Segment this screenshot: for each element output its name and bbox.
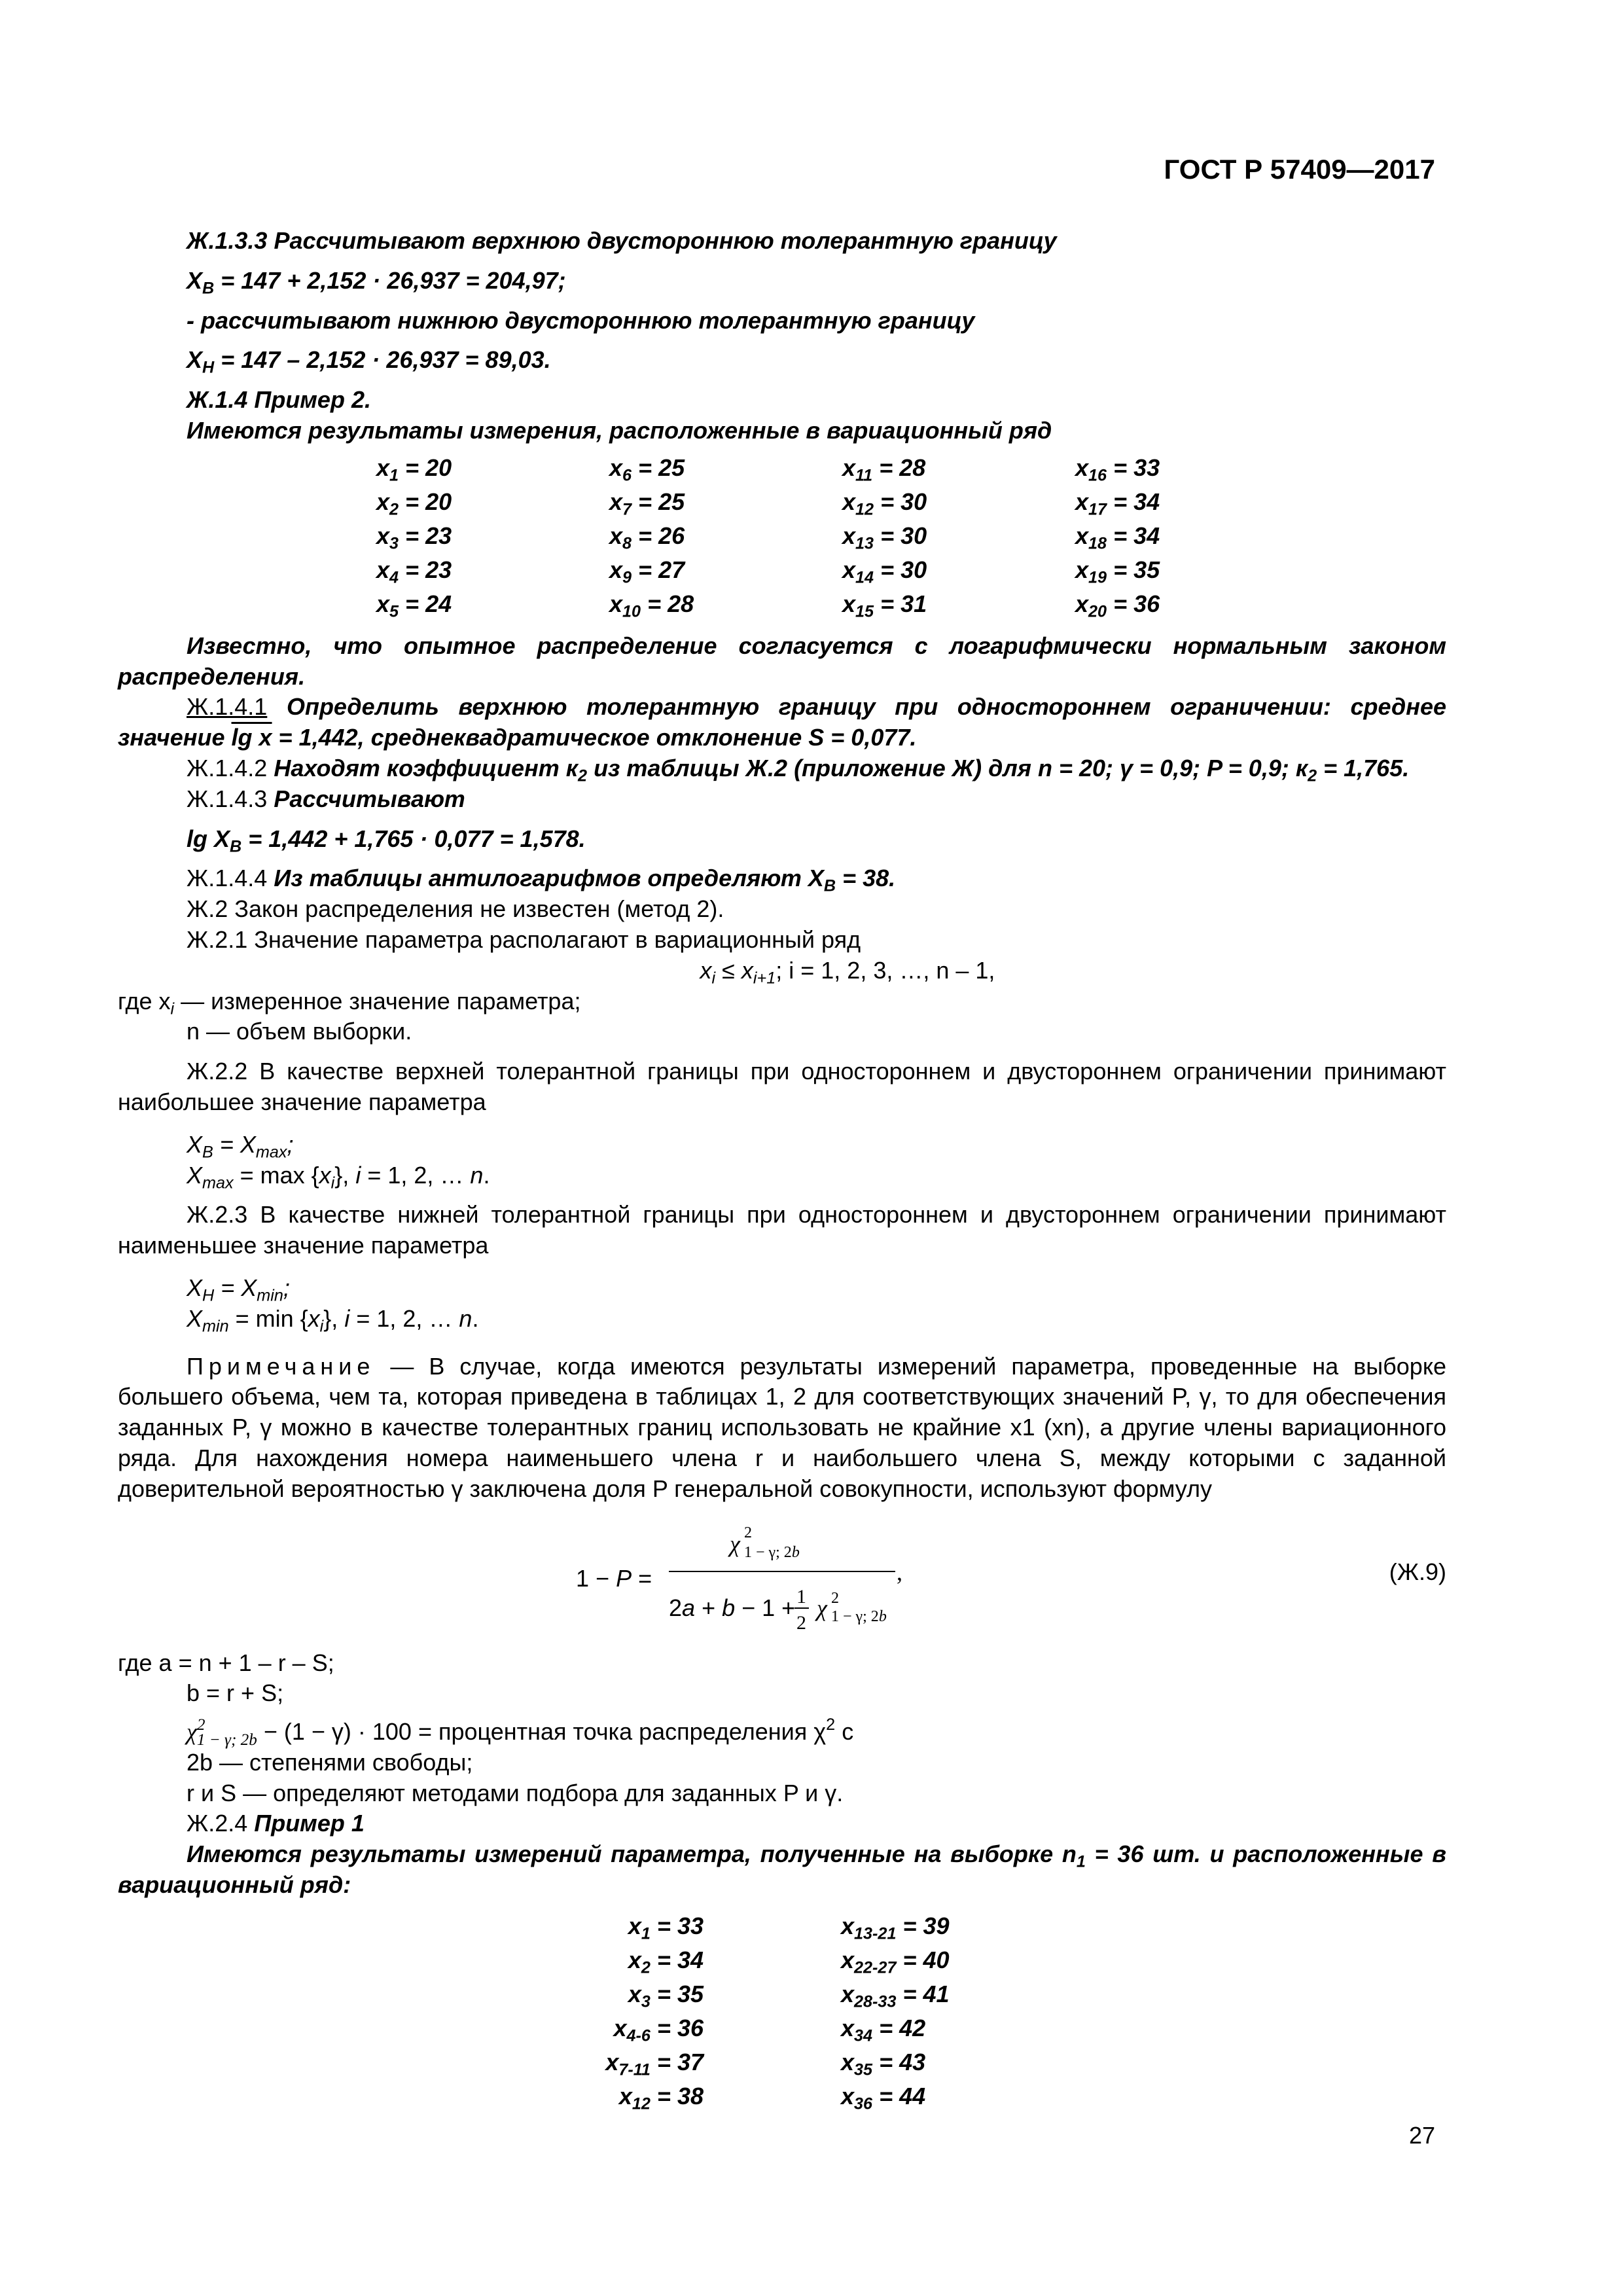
clause-zh-1-4-4: Ж.1.4.4 Из таблицы антилогарифмов определяют $X_B = 38$. — [187, 865, 896, 895]
series-row — [376, 520, 1308, 554]
equation-number: (Ж.9) — [1389, 1558, 1446, 1585]
series-value: $x_5 = 24$ — [376, 590, 452, 621]
svg-text:1 − γ; 2b: 1 − γ; 2b — [831, 1607, 887, 1625]
svg-text:2: 2 — [796, 1611, 806, 1634]
series-value: $x_{35} = 43$ — [841, 2049, 926, 2080]
clause-zh-2-3: Ж.2.3 В качестве нижней толерантной границы при одностороннем и двустороннем ограничении принимают наименьшее значение параметра — [118, 1201, 1446, 1259]
svg-text:1 − γ; 2b: 1 − γ; 2b — [744, 1543, 800, 1561]
formula-xmax: $X_{max} = \max \{x_i\}$, i = 1, 2, … n. — [187, 1161, 490, 1193]
formula-xh: $X_H = 147 - 2,152 \cdot 26,937 = 89,03$. — [187, 346, 551, 377]
svg-text:2: 2 — [744, 1524, 752, 1541]
formula-zh-9-graphic — [118, 1519, 1446, 1640]
series-value: $x_{11} = 28$ — [842, 454, 926, 485]
formula-xb-xmax: $X_B = X_{max}$; — [187, 1130, 294, 1162]
example-2-intro: Имеются результаты измерения, расположенные в вариационный ряд — [187, 416, 1052, 444]
where-a: где a = n + 1 – r – S; — [118, 1649, 334, 1676]
where-b: b = r + S; — [187, 1679, 284, 1707]
page-content — [118, 226, 1446, 2114]
series-value: $x_6 = 25$ — [609, 454, 685, 485]
where-chi: $\chi^2_{1 - \gamma; 2b} - (1 - \gamma) \cdot 100$ = процентная точка распределения $\chi^2$ с — [187, 1715, 854, 1749]
where-xi: где $x_i$ — измеренное значение параметра; — [118, 987, 581, 1018]
formula-xh-xmin: $X_H = X_{min}$; — [187, 1274, 290, 1305]
formula-lgxb: $\lg X_B = 1,442 + 1,765 \cdot 0,077 = 1,578$. — [187, 825, 586, 856]
series-value: $x_{13-21} = 39$ — [841, 1912, 950, 1944]
series-value: $x_{16} = 33$ — [1075, 454, 1160, 485]
page-header: ГОСТ Р 57409—2017 — [1164, 154, 1435, 185]
series-row — [592, 2046, 1090, 2080]
series-row — [376, 554, 1308, 588]
series-value: $x_{4-6} = 36$ — [613, 2015, 704, 2046]
series-row — [376, 452, 1308, 486]
svg-text:2: 2 — [831, 1589, 839, 1607]
clause-zh-1-4-1: Ж.1.4.1 Определить верхнюю толерантную границу при одностороннем ограничении: среднее значение lg x = 1,442, среднеквадратическое отклонение S = 0,077. — [118, 693, 1446, 751]
where-n: n — объем выборки. — [187, 1018, 412, 1045]
series-value: $x_{10} = 28$ — [609, 590, 694, 621]
example-1-intro: Имеются результаты измерений параметра, полученные на выборке $n_1 = 36$ шт. и расположенные в вариационный ряд: — [118, 1840, 1446, 1899]
series-value: $x_7 = 25$ — [609, 488, 685, 519]
series-row — [592, 1944, 1090, 1978]
clause-zh-2-4: Ж.2.4 Пример 1 — [187, 1810, 365, 1837]
series-value: $x_{14} = 30$ — [842, 556, 927, 587]
series-value: $x_2 = 20$ — [376, 488, 452, 519]
svg-text:χ: χ — [817, 1594, 827, 1621]
series-value: $x_3 = 35$ — [628, 1981, 704, 2012]
series-value: $x_{12} = 30$ — [842, 488, 927, 519]
series-value: $x_{20} = 36$ — [1075, 590, 1160, 621]
chi-dof: 2b — степенями свободы; — [187, 1748, 473, 1776]
series-value: $x_{13} = 30$ — [842, 522, 927, 553]
series-value: $x_9 = 27$ — [609, 556, 685, 587]
series-value: $x_{12} = 38$ — [618, 2083, 704, 2114]
clause-zh-1-4-2: Ж.1.4.2 Находят коэффициент $к_2$ из таблицы Ж.2 (приложение Ж) для n = 20; γ = 0,9; P = 0,9; $к_2 = 1,765$. — [187, 754, 1410, 785]
variation-series-table-1 — [376, 452, 1308, 622]
series-row — [592, 2012, 1090, 2046]
clause-zh-2-1: Ж.2.1 Значение параметра располагают в вариационный ряд — [187, 925, 861, 953]
note-paragraph: Примечание — В случае, когда имеются результаты измерений параметра, проведенные на выборке большего объема, чем та, которая приведена в таблицах 1, 2 для соответствующих значений P, γ, то для обеспечения заданных P, γ можно в качестве толерантных границ использовать не крайние x1 (xn), а другие члены вариационного ряда. Для нахождения номера наименьшего члена r и наибольшего члена S, между которыми с заданной доверительной вероятностью γ заключена доля P генеральной совокупности, используют формулу — [118, 1352, 1446, 1502]
series-value: $x_{36} = 44$ — [841, 2083, 926, 2114]
clause-zh-2: Ж.2 Закон распределения не известен (метод 2). — [187, 895, 724, 923]
series-value: $x_{28-33} = 41$ — [841, 1981, 950, 2012]
series-value: $x_{17} = 34$ — [1075, 488, 1160, 519]
formula-zh-9 — [118, 1519, 1446, 1640]
series-value: $x_4 = 23$ — [376, 556, 452, 587]
series-row — [376, 486, 1308, 520]
svg-text:1: 1 — [796, 1585, 806, 1607]
series-row — [376, 588, 1308, 622]
formula-xmin: $X_{min} = \min \{x_i\}$, i = 1, 2, … n. — [187, 1304, 479, 1336]
series-value: $x_2 = 34$ — [628, 1946, 704, 1978]
clause-zh-1-4-3: Ж.1.4.3 Рассчитывают — [187, 785, 465, 812]
series-value: $x_{18} = 34$ — [1075, 522, 1160, 553]
formula-series-order: $x_i \le x_{i+1}$; i = 1, 2, 3, …, n – 1, — [700, 956, 995, 988]
svg-text:2a + b − 1 +: 2a + b − 1 + — [669, 1594, 796, 1621]
series-value: $x_3 = 23$ — [376, 522, 452, 553]
series-value: $x_{22-27} = 40$ — [841, 1946, 950, 1978]
series-value: $x_1 = 33$ — [628, 1912, 704, 1944]
series-value: $x_{19} = 35$ — [1075, 556, 1160, 587]
svg-text:1 − P =: 1 − P = — [576, 1564, 652, 1592]
series-value: $x_{34} = 42$ — [841, 2015, 926, 2046]
known-distribution-text: Известно, что опытное распределение согласуется с логарифмически нормальным законом распределения. — [118, 632, 1446, 690]
series-value: $x_1 = 20$ — [376, 454, 452, 485]
formula-xb: $X_B = 147 + 2,152 \cdot 26,937 = 204,97$; — [187, 266, 566, 298]
series-row — [592, 2080, 1090, 2114]
series-value: $x_8 = 26$ — [609, 522, 685, 553]
series-row — [592, 1910, 1090, 1944]
page-number: 27 — [1408, 2122, 1435, 2149]
rs-text: r и S — определяют методами подбора для заданных P и γ. — [187, 1779, 844, 1806]
series-value: $x_{15} = 31$ — [842, 590, 927, 621]
series-row — [592, 1978, 1090, 2012]
svg-text:χ: χ — [730, 1530, 740, 1557]
svg-text:,: , — [897, 1558, 902, 1585]
variation-series-table-2 — [592, 1910, 1090, 2114]
lower-bound-text: - рассчитывают нижнюю двустороннюю толерантную границу — [187, 306, 975, 334]
clause-zh-2-2: Ж.2.2 В качестве верхней толерантной границы при одностороннем и двустороннем ограничении принимают наибольшее значение параметра — [118, 1058, 1446, 1115]
clause-zh-1-4: Ж.1.4 Пример 2. — [187, 386, 371, 414]
series-value: $x_{7-11} = 37$ — [605, 2049, 704, 2080]
clause-zh-1-3-3: Ж.1.3.3 Рассчитывают верхнюю двустороннюю толерантную границу — [187, 227, 1057, 254]
